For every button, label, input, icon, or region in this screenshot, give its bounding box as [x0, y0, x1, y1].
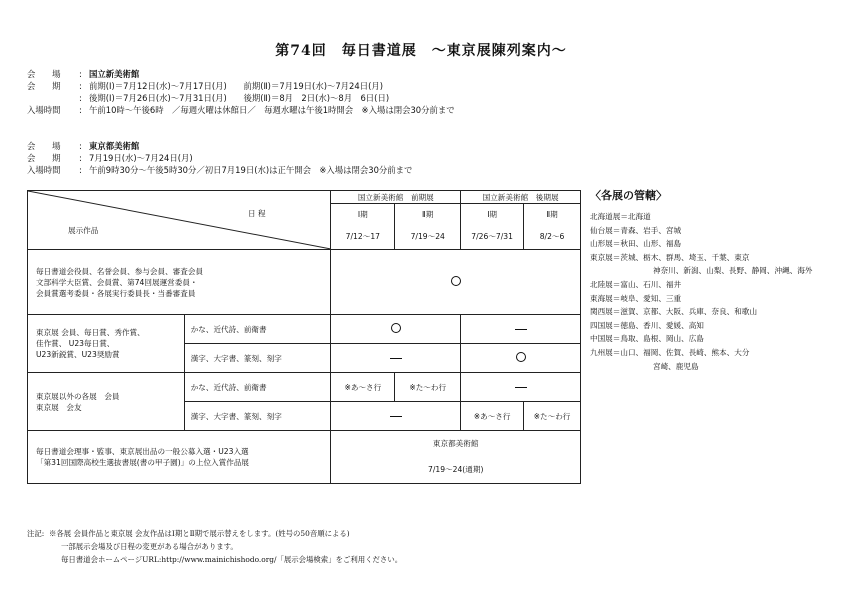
jurisdiction-item: 九州展＝山口、福岡、佐賀、長崎、熊本、大分 [590, 347, 750, 357]
notes-line: 毎日書道会ホームページURL:http://www.mainichishodo.org/「展示会場検索」をご利用ください。 [61, 555, 403, 564]
schedule-table [27, 190, 581, 484]
works-label: 展示作品 [68, 226, 99, 235]
period-label: 会 期 [27, 153, 61, 163]
dash-mark [515, 387, 527, 388]
period-line2: 後期(Ⅰ)＝7月26日(水)～7月31日(月) 後期(Ⅱ)＝8月 2日(水)～8月 6日(日) [89, 93, 390, 103]
period-header: Ⅱ期 [524, 204, 581, 224]
row3-line: 東京展以外の各展 会員 [36, 391, 120, 401]
schedule-label: 日 程 [248, 209, 266, 218]
group-header-early: 国立新美術館 前期展 [331, 191, 461, 204]
row1-works [28, 250, 331, 315]
row4-venue: 東京都美術館 [331, 431, 581, 456]
period-header: Ⅰ期 [461, 204, 524, 224]
jurisdiction-item: 関西展＝滋賀、京都、大阪、兵庫、奈良、和歌山 [590, 307, 758, 317]
note-ta-wa: ※た～わ行 [395, 373, 461, 402]
jurisdiction-item: 北海道展＝北海道 [590, 212, 651, 221]
jurisdiction-item: 山形展＝秋田、山形、福島 [590, 239, 682, 249]
row4-line: 毎日書道会理事・監事、東京展出品の一般公募入選・U23入選 [36, 447, 249, 456]
note-ta-wa: ※た～わ行 [524, 402, 581, 431]
page-title: 第74回 毎日書道展 ～東京展陳列案内～ [275, 43, 567, 59]
group-header-late: 国立新美術館 後期展 [461, 191, 581, 204]
jurisdiction-item: 宮崎、鹿児島 [653, 361, 699, 371]
row3-line: 東京展 会友 [36, 402, 82, 412]
row2-line: 佳作賞、 U23毎日賞、 [36, 339, 115, 348]
dash-mark [515, 329, 527, 330]
period-label: 会 期 [27, 81, 61, 91]
circle-mark [391, 323, 401, 333]
row2-sub-kanji: 漢字、大字書、篆刻、刻字 [184, 344, 331, 373]
venue-name: 国立新美術館 [89, 69, 140, 79]
jurisdiction-item: 北陸展＝富山、石川、福井 [590, 279, 682, 289]
header-diagonal-cell [28, 191, 331, 250]
period-dates: 7/26～7/31 [461, 224, 524, 249]
diagonal-line [28, 191, 331, 249]
row2-works [28, 315, 185, 373]
notes-line: ※各展 会員作品と東京展 会友作品はⅠ期とⅡ期で展示替えをします。(姓号の50音順による) [48, 529, 350, 538]
period-dates: 7/12～17 [331, 224, 395, 249]
period-text: 7月19日(水)～7月24日(月) [89, 153, 193, 163]
row4-line: 「第31回国際高校生選抜書展(書の甲子園)」の上位入賞作品展 [36, 458, 250, 467]
jurisdiction-item: 東海展＝岐阜、愛知、三重 [590, 293, 682, 303]
row3-sub-kanji: 漢字、大字書、篆刻、刻字 [184, 402, 331, 431]
jurisdiction-item: 中国展＝鳥取、島根、岡山、広島 [590, 334, 704, 344]
note-a-sa: ※あ～さ行 [331, 373, 395, 402]
hours-label: 入場時間 [27, 165, 61, 175]
period-dates: 8/2～6 [524, 224, 581, 249]
period-header: Ⅱ期 [395, 204, 461, 224]
venue-name: 東京都美術館 [89, 141, 140, 151]
venue-label: 会 場 [27, 69, 61, 79]
circle-mark [516, 352, 526, 362]
venue-label: 会 場 [27, 141, 61, 151]
notes-label: 注記: [27, 529, 45, 538]
hours-text: 午前10時～午後6時 ／毎週火曜は休館日／ 毎週水曜は午後1時開会 ※入場は閉会30分前まで [89, 105, 455, 115]
notes [27, 527, 402, 566]
hours-text: 午前9時30分～午後5時30分／初日7月19日(水)は正午開会 ※入場は閉会30分前まで [89, 165, 413, 175]
row4-works [28, 431, 331, 484]
row1-line: 文部科学大臣賞、会員賞、第74回展運営委員・ [36, 277, 198, 287]
row1-line: 毎日書道会役員、名誉会員、参与会員、審査会員 [36, 266, 204, 276]
row4-dates: 7/19～24(通期) [331, 456, 581, 484]
period-line1: 前期(Ⅰ)＝7月12日(水)～7月17日(月) 前期(Ⅱ)＝7月19日(水)～7月24日(月) [89, 81, 383, 91]
jurisdiction-item: 神奈川、新潟、山梨、長野、静岡、沖縄、海外 [653, 266, 813, 276]
period-dates: 7/19～24 [395, 224, 461, 249]
jurisdiction-item: 仙台展＝青森、岩手、宮城 [590, 225, 682, 235]
circle-mark [451, 276, 461, 286]
row1-line: 会員賞選考委員・各展実行委員長・当番審査員 [36, 288, 196, 298]
jurisdiction-list [590, 188, 812, 373]
hours-label: 入場時間 [27, 105, 61, 115]
row3-sub-kana: かな、近代詩、前衛書 [184, 373, 331, 402]
dash-mark [390, 358, 402, 359]
note-a-sa: ※あ～さ行 [461, 402, 524, 431]
row3-works [28, 373, 185, 431]
period-header: Ⅰ期 [331, 204, 395, 224]
row1-all-periods [331, 250, 581, 315]
row2-sub-kana: かな、近代詩、前衛書 [184, 315, 331, 344]
row2-line: U23新鋭賞、U23奨励賞 [36, 350, 120, 359]
dash-mark [390, 416, 402, 417]
notes-line: 一部展示会場及び日程の変更がある場合があります。 [61, 542, 238, 551]
jurisdiction-heading: 〈各展の管轄〉 [590, 189, 667, 202]
row2-line: 東京展 会員、毎日賞、秀作賞、 [36, 328, 145, 337]
jurisdiction-item: 四国展＝徳島、香川、愛媛、高知 [590, 320, 704, 330]
jurisdiction-item: 東京展＝茨城、栃木、群馬、埼玉、千葉、東京 [590, 252, 750, 262]
